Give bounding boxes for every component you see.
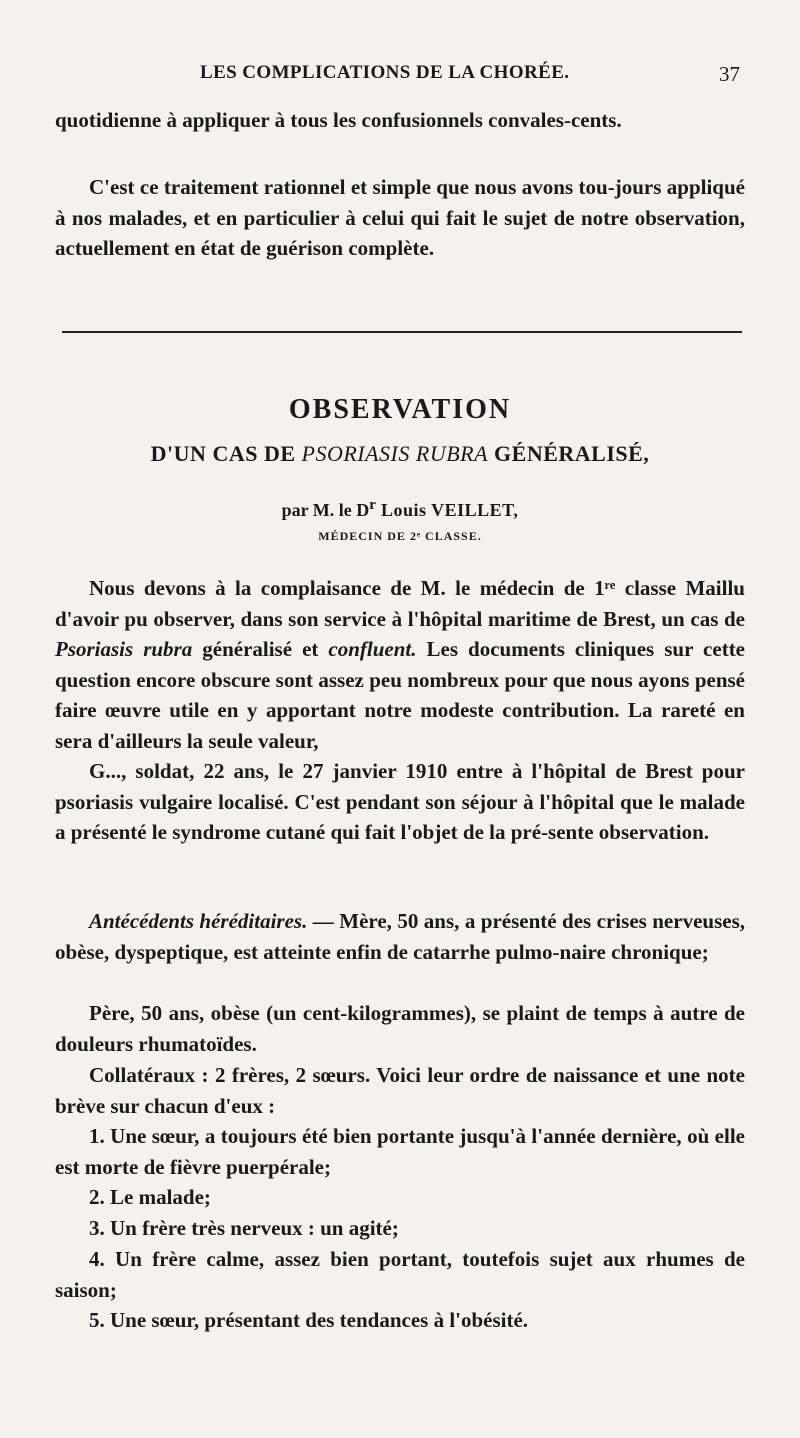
author-rank: MÉDECIN DE 2ᵉ CLASSE. [318,529,482,543]
list-item: 4. Un frère calme, assez bien portant, toutefois sujet aux rhumes de saison; [55,1247,745,1302]
p1-part-b: généralisé et [192,637,329,661]
intro-paragraph: C'est ce traitement rationnel et simple que nous avons tou-jours appliqué à nos malades, et en particulier à celui qui fait le sujet de notre observation, actuellement en état de guérison complète. [55,175,745,260]
subtitle-suffix: GÉNÉRALISÉ, [488,441,650,466]
section-divider [62,331,742,333]
antecedents-label: Antécédents héréditaires. [89,909,308,933]
byline-sup: r [369,497,376,513]
byline [0,497,800,521]
page-number: 37 [719,62,740,86]
list-item: 1. Une sœur, a toujours été bien portante jusqu'à l'année dernière, où elle est morte de fièvre puerpérale; [55,1124,745,1179]
body-paragraph-4: Père, 50 ans, obèse (un cent-kilogrammes), se plaint de temps à autre de douleurs rhumatoïdes. [55,1001,745,1056]
byline-prefix: par M. le D [281,500,370,520]
subtitle-italic: PSORIASIS RUBRA [301,441,489,466]
body-paragraph-5: Collatéraux : 2 frères, 2 sœurs. Voici leur ordre de naissance et une note brève sur chacun d'eux : [55,1063,745,1118]
p1-part-a: Nous devons à la complaisance de M. le médecin de 1ʳᵉ classe Maillu d'avoir pu observer, dans son service à l'hôpital maritime de Brest, un cas de [55,576,745,631]
list-item: 2. Le malade; [89,1185,211,1209]
article-subtitle [0,441,800,467]
subtitle-prefix: D'UN CAS DE [150,441,302,466]
list-item: 5. Une sœur, présentant des tendances à l'obésité. [89,1308,529,1332]
body-paragraph-1 [55,573,745,756]
p3-text: — Mère, 50 ans, a présenté des crises nerveuses, obèse, dyspeptique, est atteinte enfin de catarrhe pulmo-naire chronique; [55,909,745,964]
author-name: Louis VEILLET, [375,500,519,520]
p1-italic-1: Psoriasis rubra [55,637,193,661]
running-header [0,62,800,92]
body-paragraph-2: G..., soldat, 22 ans, le 27 janvier 1910 entre à l'hôpital de Brest pour psoriasis vulgaire localisé. C'est pendant son séjour à l'hôpital que le malade a présenté le syndrome cutané qui fait l'objet de la pré-sente observation. [55,759,745,844]
continuation-text: quotidienne à appliquer à tous les confusionnels convales-cents. [55,108,622,132]
running-title: LES COMPLICATIONS DE LA CHORÉE. [200,62,570,83]
body-paragraph-3 [55,906,745,967]
list-item: 3. Un frère très nerveux : un agité; [89,1216,399,1240]
article-title: OBSERVATION [288,394,512,425]
p1-part-c: Les documents cliniques sur cette question encore obscure sont assez peu nombreux pour que nous ayons pensé faire œuvre utile en y apportant notre modeste contribution. La rareté en sera d'ailleurs la seule valeur, [55,637,746,753]
p1-italic-2: confluent. [328,637,417,661]
